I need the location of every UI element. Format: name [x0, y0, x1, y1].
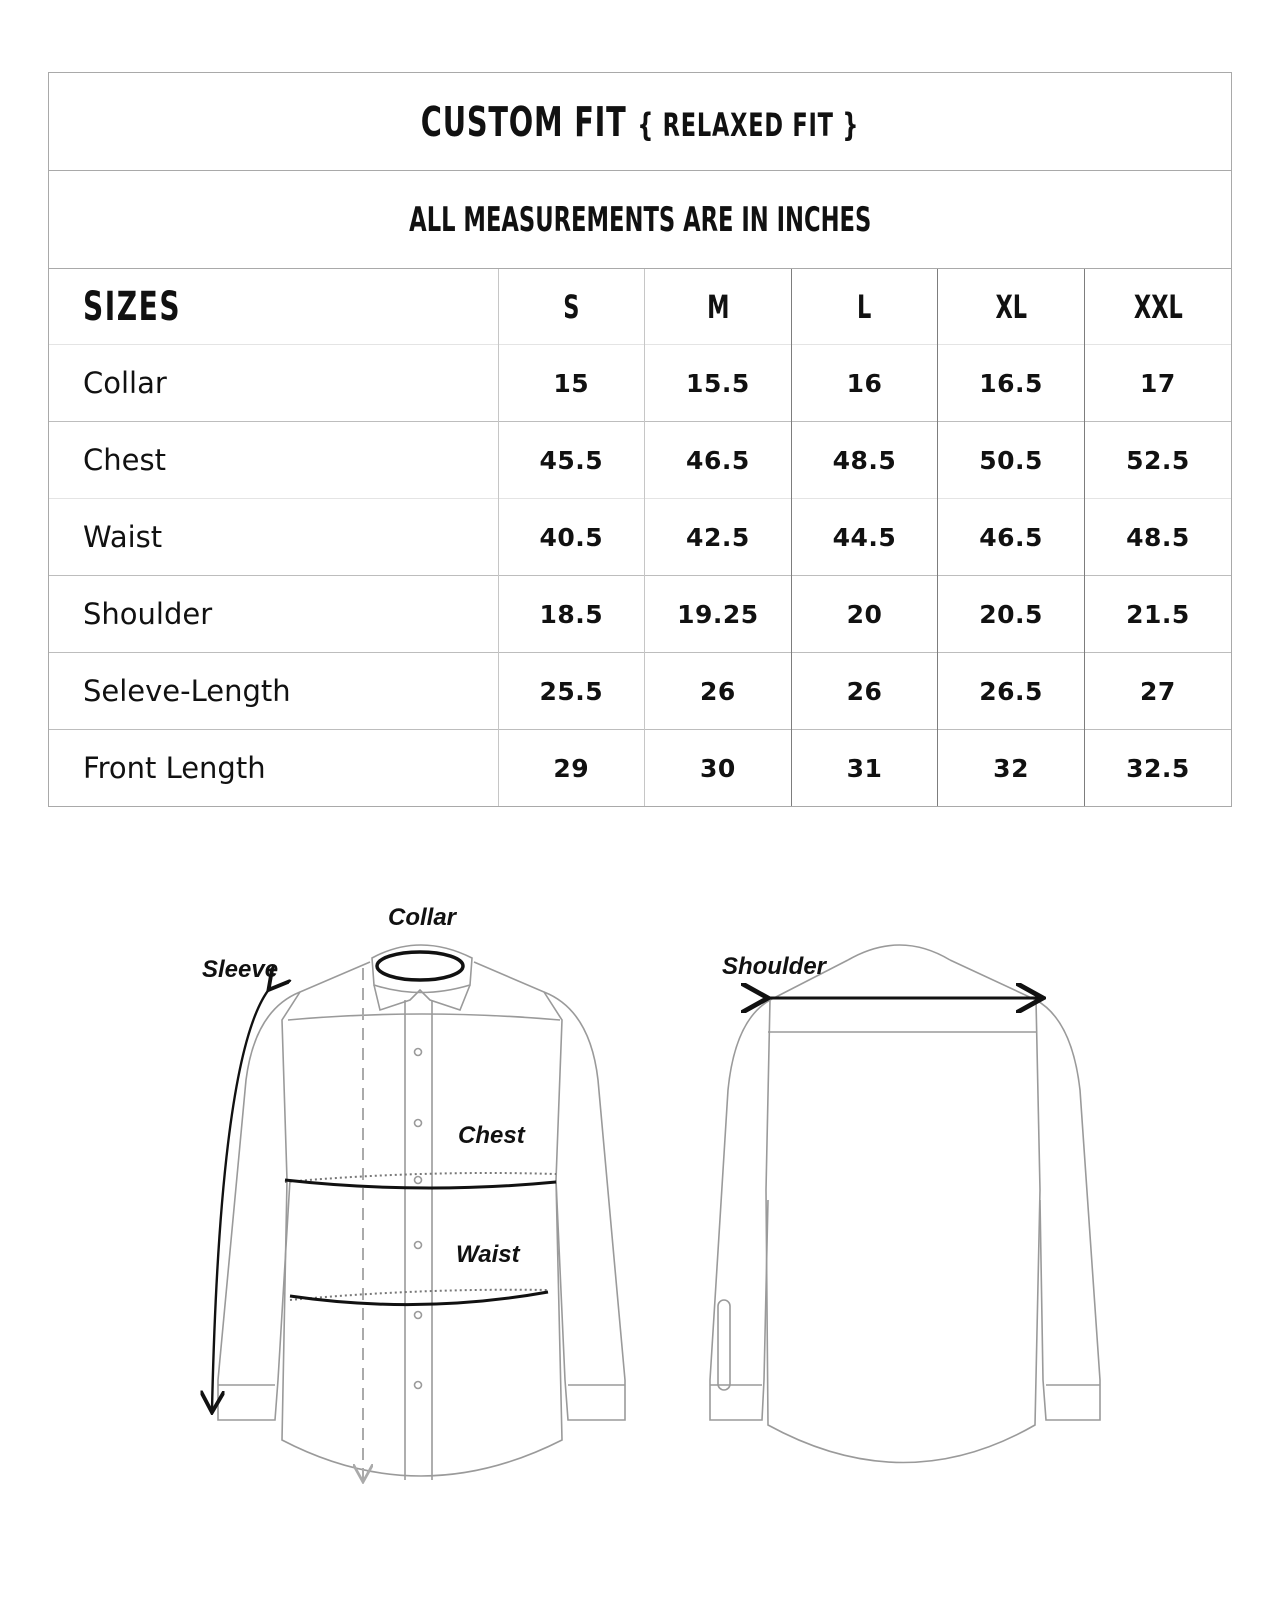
table-row	[49, 422, 1231, 499]
header-cell-label: SIZES	[83, 283, 182, 330]
subtitle-row	[49, 171, 1231, 269]
table-cell: 48.5	[791, 422, 938, 499]
table-cell: 26	[791, 653, 938, 730]
table-cell: 26	[645, 653, 792, 730]
table-cell: 16	[791, 345, 938, 422]
size-table	[49, 269, 1231, 806]
table-cell: 31	[791, 730, 938, 807]
table-row	[49, 730, 1231, 807]
row-label: Seleve-Length	[49, 653, 498, 730]
table-header-row	[49, 269, 1231, 345]
title-sub: { RELAXED FIT }	[637, 105, 860, 144]
table-cell: 46.5	[938, 499, 1085, 576]
table-cell: 15	[498, 345, 645, 422]
table-cell: 20.5	[938, 576, 1085, 653]
size-chart	[48, 72, 1232, 807]
table-cell: 29	[498, 730, 645, 807]
table-cell: 17	[1084, 345, 1231, 422]
header-cell-size: S	[498, 269, 645, 345]
table-cell: 25.5	[498, 653, 645, 730]
table-cell: 32	[938, 730, 1085, 807]
row-label: Collar	[49, 345, 498, 422]
table-cell: 26.5	[938, 653, 1085, 730]
title-main: CUSTOM FIT	[420, 97, 627, 146]
back-shirt-illustration	[710, 945, 1100, 1463]
table-cell: 30	[645, 730, 792, 807]
table-cell: 45.5	[498, 422, 645, 499]
shoulder-label: Shoulder	[722, 953, 827, 980]
row-label: Chest	[49, 422, 498, 499]
sleeve-label: Sleeve	[202, 956, 279, 983]
waist-label: Waist	[456, 1241, 520, 1268]
measurement-note: ALL MEASUREMENTS ARE IN INCHES	[408, 199, 872, 240]
header-cell-size: XXL	[1084, 269, 1231, 345]
table-cell: 18.5	[498, 576, 645, 653]
chart-title	[421, 98, 859, 146]
shirt-measurement-diagram	[0, 880, 1280, 1520]
table-cell: 15.5	[645, 345, 792, 422]
table-row	[49, 576, 1231, 653]
table-cell: 50.5	[938, 422, 1085, 499]
row-label: Front Length	[49, 730, 498, 807]
table-cell: 48.5	[1084, 499, 1231, 576]
table-row	[49, 653, 1231, 730]
row-label: Waist	[49, 499, 498, 576]
front-measurement-lines	[212, 952, 556, 1480]
table-cell: 40.5	[498, 499, 645, 576]
header-cell-size: M	[645, 269, 792, 345]
table-cell: 16.5	[938, 345, 1085, 422]
table-cell: 42.5	[645, 499, 792, 576]
table-cell: 32.5	[1084, 730, 1231, 807]
front-shirt-illustration	[218, 945, 625, 1480]
row-label: Shoulder	[49, 576, 498, 653]
table-cell: 19.25	[645, 576, 792, 653]
table-cell: 52.5	[1084, 422, 1231, 499]
chest-label: Chest	[458, 1122, 525, 1149]
collar-label: Collar	[388, 904, 457, 931]
table-cell: 46.5	[645, 422, 792, 499]
table-cell: 20	[791, 576, 938, 653]
table-cell: 44.5	[791, 499, 938, 576]
header-cell-size: L	[791, 269, 938, 345]
title-row	[49, 73, 1231, 171]
header-cell-size: XL	[938, 269, 1085, 345]
table-row	[49, 499, 1231, 576]
table-row	[49, 345, 1231, 422]
table-cell: 27	[1084, 653, 1231, 730]
table-cell: 21.5	[1084, 576, 1231, 653]
